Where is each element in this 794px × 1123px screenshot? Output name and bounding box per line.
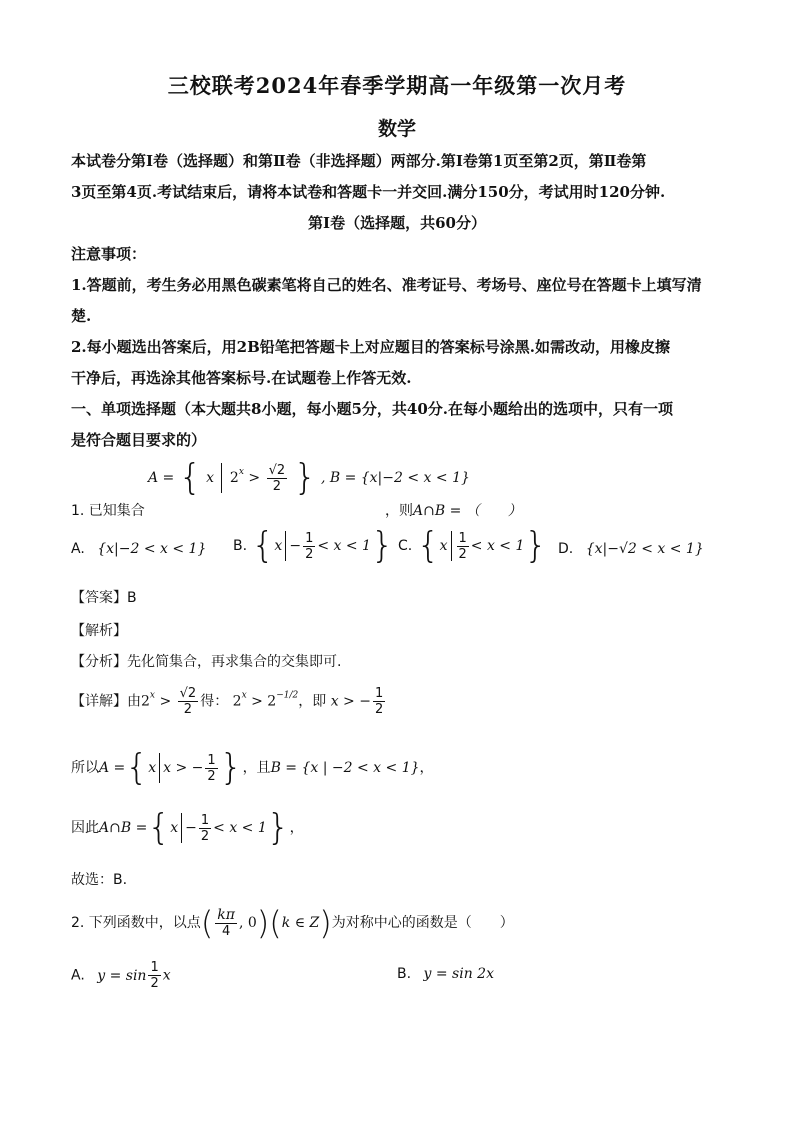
q1-b-num: 1 xyxy=(305,530,314,546)
q1-prefix: 1. 已知集合 xyxy=(71,503,145,519)
q1-thus-neg: − xyxy=(185,820,197,836)
q2-option-a-x: x xyxy=(162,967,171,984)
q1-detail-res: x > − xyxy=(330,693,371,710)
q2-suffix: 为对称中心的函数是（ ） xyxy=(331,915,514,931)
q1-set-b: , B = {x|−2 < x < 1} xyxy=(320,470,470,486)
intro-line-2: 3页至第4页.考试结束后，请将本试卷和答题卡一并交回.满分150分，考试用时120分钟. xyxy=(71,183,666,201)
q1-b-neg: − xyxy=(289,538,302,554)
q1-detail-ji: ，即 xyxy=(298,693,327,710)
q1-set-a-label: A = xyxy=(148,470,175,486)
q1-b-den: 2 xyxy=(305,546,314,562)
q1-thus-prefix: 因此 xyxy=(71,820,99,836)
q1-detail-base: 2 xyxy=(141,693,150,710)
q1-option-b-label: B. xyxy=(233,538,248,554)
q1-a-base: 2 xyxy=(229,470,239,486)
notice-item-2a: 2.每小题选出答案后，用2B铅笔把答题卡上对应题目的答案标号涂黑.如需改动，用橡皮擦 xyxy=(71,338,671,356)
q2-prefix: 2. 下列函数中，以点 xyxy=(71,915,201,931)
q1-option-a-label: A. xyxy=(71,541,85,557)
q1-a-exp: x xyxy=(238,467,244,477)
q1-choose: 故选：B. xyxy=(71,872,128,888)
q1-so-line xyxy=(71,747,434,788)
q2-cond: k ∈ Z xyxy=(281,915,320,931)
q1-detail-ineq-exp: x xyxy=(241,690,247,701)
q2-k-den: 4 xyxy=(222,923,231,939)
q2-option-b xyxy=(397,966,494,982)
q1-thus-end: ， xyxy=(289,820,304,836)
q1-option-d-text: {x|−√2 < x < 1} xyxy=(585,541,704,557)
q1-stem xyxy=(71,500,145,520)
q2-option-a-fraction xyxy=(148,960,160,991)
q1-c-num: 1 xyxy=(458,530,467,546)
q2-stem xyxy=(71,904,514,942)
q1-detail-de: 得： xyxy=(200,693,229,710)
q2-k-num: kπ xyxy=(217,906,235,923)
q1-detail-fraction xyxy=(178,686,199,717)
q1-a-gt: > xyxy=(248,470,261,486)
q2-k-fraction xyxy=(215,908,237,939)
q1-so-fraction xyxy=(205,753,217,784)
q1-option-c xyxy=(398,525,548,566)
q1-c-rest: < x < 1 xyxy=(470,538,525,554)
q1-thus-fraction xyxy=(199,813,211,844)
q1-detail-exp: x xyxy=(149,690,155,701)
q1-detail-prefix: 【详解】由 xyxy=(71,693,141,710)
q1-a-fraction xyxy=(267,463,288,494)
q1-detail xyxy=(71,686,387,717)
q1-brace-open: { xyxy=(178,457,202,498)
q1-b-fraction xyxy=(303,531,315,562)
q1-thus-brace-close: } xyxy=(266,807,290,848)
q1-so-brace-open: { xyxy=(125,747,149,788)
part1-heading: 第Ⅰ卷（选择题，共60分） xyxy=(308,214,486,232)
q1-thus-bar xyxy=(181,813,182,843)
q1-option-c-label: C. xyxy=(398,538,413,554)
exam-title: 三校联考2024年春季学期高一年级第一次月考 xyxy=(167,73,627,98)
q1-option-b xyxy=(233,525,394,566)
q1-a-den: 2 xyxy=(272,478,281,494)
q1-option-a-text: {x|−2 < x < 1} xyxy=(97,541,207,557)
q1-so-bar xyxy=(159,753,160,783)
q2-option-b-label: B. xyxy=(397,966,412,982)
q1-brace-close: } xyxy=(293,457,317,498)
q1-b-brace-open: { xyxy=(251,525,275,566)
q1-thus-ab: A∩B = xyxy=(99,820,148,836)
q1-thus-den: 2 xyxy=(200,828,210,844)
q2-option-a xyxy=(71,960,171,991)
notice-item-1a: 1.答题前，考生务必用黑色碳素笔将自己的姓名、准考证号、考场号、座位号在答题卡上填写清 xyxy=(71,276,702,294)
q2-a-den: 2 xyxy=(150,976,159,991)
q1-set-definition xyxy=(148,457,470,498)
q1-thus-num: 1 xyxy=(200,812,210,828)
q1-detail-num: √2 xyxy=(179,686,197,701)
q2-a-num: 1 xyxy=(150,960,159,975)
q1-so-prefix: 所以 xyxy=(71,760,99,776)
q1-detail-res-num: 1 xyxy=(374,686,384,701)
q1-b-rest: < x < 1 xyxy=(317,538,371,554)
q2-option-a-label: A. xyxy=(71,967,85,984)
q2-cond-paren-open: ( xyxy=(269,904,282,942)
q2-paren-open: ( xyxy=(200,904,214,942)
q1-b-var: x xyxy=(274,538,283,554)
q1-thus-var: x xyxy=(170,820,179,836)
q2-cond-paren-close: ) xyxy=(319,904,332,942)
q1-b-brace-close: } xyxy=(370,525,394,566)
q1-so-a: A = xyxy=(99,760,126,776)
q1-detail-ineq: 2 xyxy=(232,693,242,710)
q1-thus-brace-open: { xyxy=(147,807,171,848)
q1-set-a-var: x xyxy=(206,470,215,486)
q1-analysis: 【分析】先化简集合，再求集合的交集即可. xyxy=(71,654,342,670)
exam-subject: 数学 xyxy=(377,118,416,140)
q1-b-bar xyxy=(285,531,286,561)
q1-c-var: x xyxy=(439,538,448,554)
q1-thus-line xyxy=(71,807,304,848)
q2-option-b-func: y = sin 2x xyxy=(423,966,494,982)
q1-so-cond: x > − xyxy=(163,760,204,776)
notice-item-1b: 楚. xyxy=(71,307,92,325)
q1-detail-gt: > xyxy=(159,693,172,710)
q1-option-d xyxy=(558,541,704,557)
q1-so-den: 2 xyxy=(207,768,216,784)
q1-a-num: √2 xyxy=(268,462,286,478)
q1-suffix: ，则 xyxy=(385,503,413,519)
q2-option-a-func: y = sin xyxy=(97,967,147,984)
q1-detail-den: 2 xyxy=(183,702,193,717)
q1-option-d-label: D. xyxy=(558,541,574,557)
q1-detail-res-den: 2 xyxy=(374,702,384,717)
intro-line-1: 本试卷分第Ⅰ卷（选择题）和第Ⅱ卷（非选择题）两部分.第Ⅰ卷第1页至第2页，第Ⅱ卷第 xyxy=(71,152,647,170)
q1-so-end: ， xyxy=(419,760,434,776)
q2-comma-zero: , 0 xyxy=(238,915,257,931)
q1-so-b: B = {x | −2 < x < 1} xyxy=(270,760,420,776)
q1-c-bar xyxy=(451,531,452,561)
q1-analysis-tag: 【解析】 xyxy=(71,623,127,639)
q1-so-mid: ，且 xyxy=(242,760,271,776)
q1-c-den: 2 xyxy=(458,546,467,562)
notice-heading: 注意事项： xyxy=(71,245,147,263)
q1-ask-text: A∩B = （ ） xyxy=(413,503,522,519)
q1-so-var: x xyxy=(148,760,157,776)
q1-ask xyxy=(385,500,522,520)
q2-paren-close: ) xyxy=(256,904,270,942)
q1-c-brace-close: } xyxy=(524,525,548,566)
q1-detail-gt2: > 2 xyxy=(251,693,277,710)
q1-so-num: 1 xyxy=(207,752,216,768)
section1-heading-b: 是符合题目要求的） xyxy=(71,431,207,449)
q1-c-fraction xyxy=(457,531,469,562)
q1-detail-res-fraction xyxy=(373,686,385,717)
q1-option-a xyxy=(71,541,206,557)
q1-c-brace-open: { xyxy=(416,525,440,566)
q1-so-brace-close: } xyxy=(219,747,243,788)
q1-detail-exp2: −1/2 xyxy=(276,690,299,701)
intro-text xyxy=(71,146,723,456)
notice-item-2b: 干净后，再选涂其他答案标号.在试题卷上作答无效. xyxy=(71,369,412,387)
q1-thus-rest: < x < 1 xyxy=(213,820,267,836)
q1-answer: 【答案】B xyxy=(71,590,137,606)
section1-heading-a: 一、单项选择题（本大题共8小题，每小题5分，共40分.在每小题给出的选项中，只有一项 xyxy=(71,400,673,418)
q1-set-bar xyxy=(221,463,222,493)
